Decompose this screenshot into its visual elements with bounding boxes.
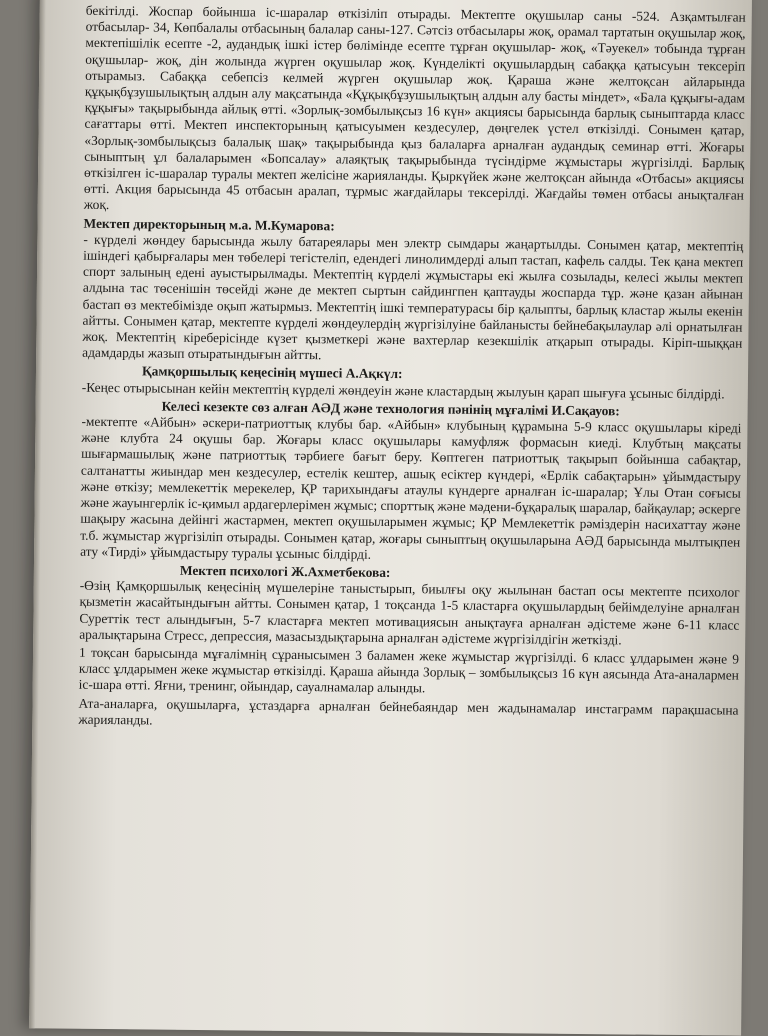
teacher-heading: Келесі кезекте сөз алған АӘД және технология пәнінің мұғалімі И.Сақауов: [161, 398, 620, 419]
psychologist-body-2: 1 тоқсан барысында мұғалімнің сұранысымен 3 баламен жеке жұмыстар жүргізілді. 6 класс ұлдарымен және 9 класс ұлдарымен жеке жұмыстар өткізілді. Қараша айында Зорлық – зомбылықсыз 16 күн аясында Ата-аналармен іс-шара өтті. Яғни, тренинг, ойындар, сауалнамалар алынды. [78, 644, 740, 696]
psychologist-body-1: -Өзің Қамқоршылық кеңесінің мүшелеріне таныстырып, биылғы оқу жылынан бастап осы мектепте психолог қызметін жасайтындығын айтты. Сонымен қатар, 1 тоқсанда 1-5 кластарға оқушылардың бейімделуіне арналған Суреттік тест алындығын, 5-7 кластарға мектеп мотивациясын анықтауға арналған әдістеме және 6-11 класс аралықтарына Стресс, депрессия, мазасыздықтарына арналған әдістеме жүргізілдігін жеткізді. [79, 577, 740, 648]
psychologist-body-3: Ата-аналарға, оқушыларға, ұстаздарға арналған бейнебаяндар мен жадынамалар инстаграмм парақшасына жарияланды. [78, 695, 739, 728]
psychologist-heading: Мектеп психологі Ж.Ахметбекова: [179, 562, 391, 580]
paper-sheet [29, 0, 752, 1036]
sheet-edge [29, 0, 46, 1028]
board-member-body: -Кеңес отырысынан кейін мектептің күрделі жөндеуін және кластардың жылуын қарап шығуға ұсыныс білдірді. [81, 379, 725, 402]
director-heading: Мектеп директорының м.а. М.Кумарова: [83, 215, 335, 234]
document-body [78, 3, 746, 735]
board-member-heading: Қамқоршылық кеңесінің мүшесі А.Ақкүл: [141, 363, 403, 382]
director-body: - күрделі жөндеу барысында жылу батареялары мен электр сымдары жаңартылды. Сонымен қатар, мектептің ішіндегі қабырғалары мен төбелері тегістеліп, едендегі линолимдерді алып тастап, кафель салды. Тек қана мектеп спорт залының едені ауыстырылмады. Мектептің күрделі жұмыстары екі жылға созылады, келесі жылы мектеп алдына тас төсенішін төсейді және де мектеп сыртын сайдингпен қаптауды жоспарда тұр. және қазан айынан бастап өз мектебімізде оқып жатырмыз. Мектептің ішкі температурасы бір қалыпты, барлық кластар жылы екенін айтты. Сонымен қатар, мектепте күрделі жөндеулердің жүргізілуіне байланысты бейнебақылаулар әлі орнатылған жоқ. Мектептің кіреберісінде күзет қызметкері және вахтерлар кезекшілік атқарып отырады. Кіріп-шыққан адамдарды жазып отыратындығын айтты. [82, 231, 744, 363]
intro-paragraph: бекітілді. Жоспар бойынша іс-шаралар өткізіліп отырады. Мектепте оқушылар саны -524. Азқамтылған отбасылар- 34, Көпбалалы отбасының балалар саны-127. Сәтсіз отбасылары жоқ, орамал тартатын оқушылар жоқ, мектепішілік есепте -2, аудандық ішкі істер бөлімінде есепте тұрған оқушылар- жоқ, «Тәуекел» тобында тұрған оқушылар- жоқ, дін жолында жүрген оқушылар жоқ. Күнделікті оқушылардың сабаққа қатысуын тексеріп отырамыз. Сабаққа себепсіз келмей жүрген оқушылар жоқ. Қараша және желтоқсан айларында құқықбұзушылықтың алдын алу мақсатында «Құқықбұзушылықтың алдын алу басты міндет», «Бала құқығы-адам құқығы» тақырыбында айлық өтті. «Зорлық-зомбылықсыз 16 күн» акциясы барысында барлық сыныптарда класс сағаттары өтті. Мектеп инспекторының қатысуымен кездесулер, дөңгелек үстел өткізілді. Сонымен қатар, «Зорлық-зомбылықсыз балалық шақ» тақырыбында қыз балаларға арналған аудандық семинар өтті. Жоғары сыныптың ұл балаларымен «Бопсалау» алаяқтық тақырыбында түсіндірме жұмыстары жүргізілді. Барлық өткізілген іс-шаралар туралы мектеп желісіне жарияланды. Қыркүйек және желтоқсан айында «Отбасы» акциясы өтті. Акция барысында 45 отбасын аралап, тұрмыс жағдайлары тексерілді. Жағдайы төмен отбасы анықталған жоқ. [83, 2, 746, 213]
teacher-body: -мектепте «Айбын» әскери-патриоттық клубы бар. «Айбын» клубының құрамына 5-9 класс оқушылары кіреді және клубта 24 оқушы бар. Жоғары класс оқушылары камуфляж формасын киеді. Клубтың мақсаты шығармашылық және патриоттық тәрбиеге бағыт беру. Көптеген патриоттық тақырып бойынша сабақтар, салтанатты жиындар мен кездесулер, естелік кештер, ашық есіктер күндері, «Ерлік сабақтарын» ұйымдастыру және өткізу; мемлекеттік мерекелер, ҚР тарихындағы атаулы күндерге арналған іс-шаралар; Ұлы Отан соғысы және жауынгерлік іс-қимыл ардагерлерімен жұмыс; спорттық және мәдени-бұқаралық шаралар, байқаулар; әскерге шақыру жасына дейінгі жастармен, мектеп оқушыларымен жұмыс; ҚР Мемлекеттік рәміздерін насихаттау және т.б. жұмыстар жүргізіліп отырады. Сонымен қатар, жоғары сыныптың оқушыларына АӘД барысында мылтықпен ату «Тирді» ұйымдастыру туралы ұсыныс білдірді. [80, 413, 742, 562]
